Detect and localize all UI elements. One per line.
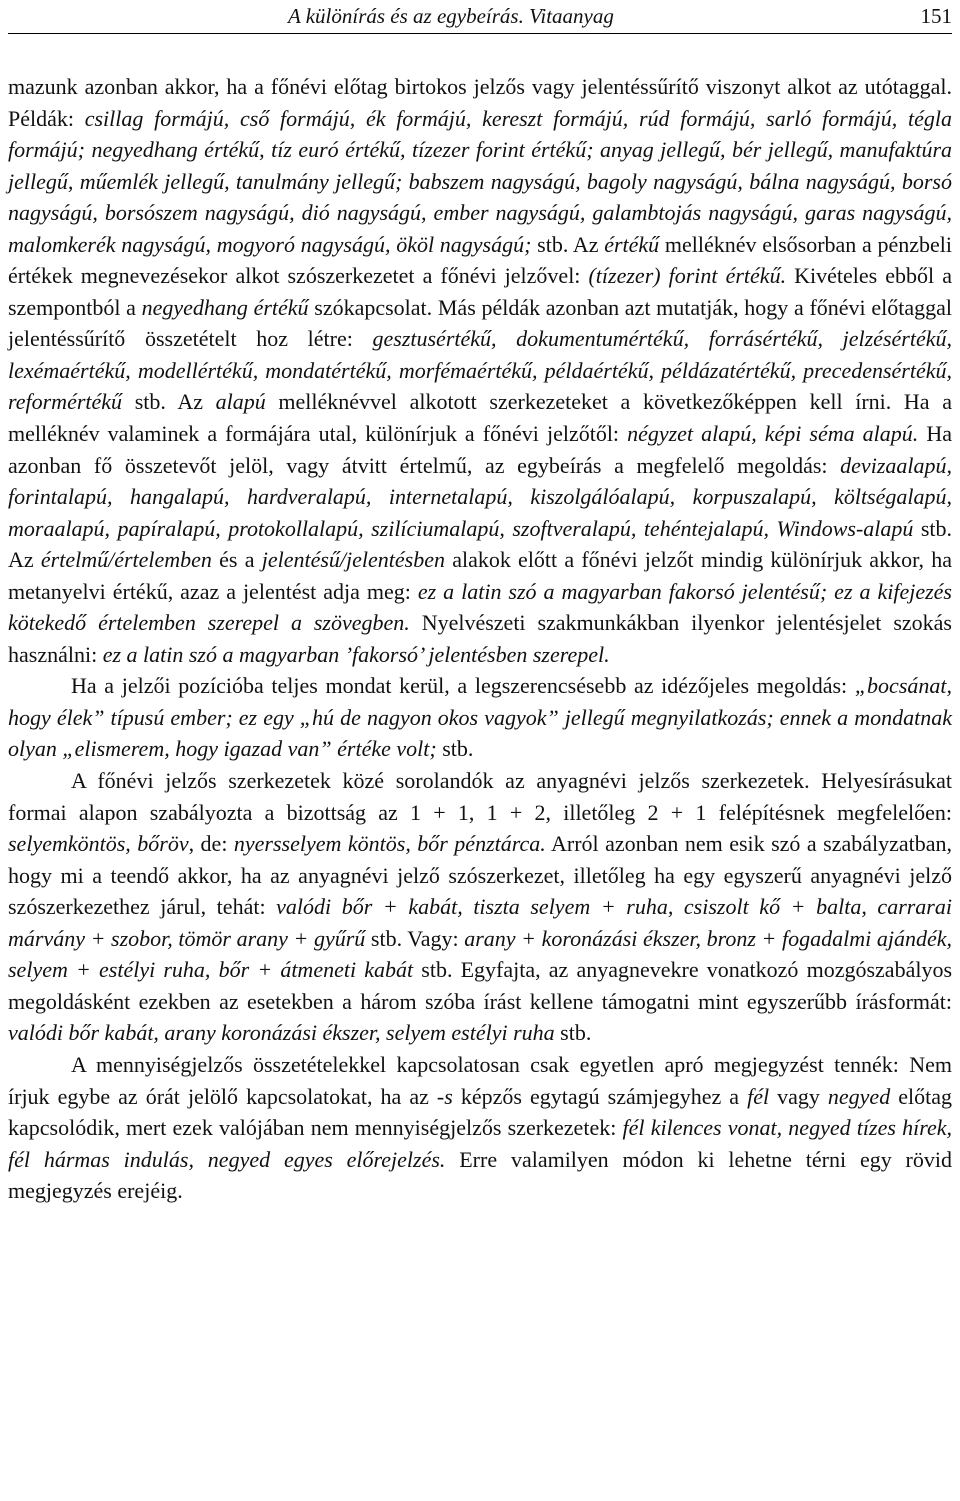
italic-run: selyemköntös, bőröv xyxy=(8,831,189,857)
italic-run: valódi bőr kabát, arany koronázási ékszer, selyem estélyi ruha xyxy=(8,1020,555,1046)
text-run: stb. Az xyxy=(122,389,216,415)
text-run: Kivételes ebből a szempontból a xyxy=(8,263,952,320)
text-run: mazunk azonban akkor, ha a főnévi előtag birtokos jelzős vagy jelentéssűrítő viszonyt alkot az utótaggal. Példák: xyxy=(8,74,952,131)
text-run: stb. Az xyxy=(531,231,605,257)
text-run: és a xyxy=(211,547,262,573)
text-run: Arról azonban nem esik szó a szabályzatban, hogy mi a teendő akkor, ha az anyagnévi jelző szószerkezet, illetőleg ha egy egyszerű anyagnévi jelző szószerkezethez járul, tehát: xyxy=(8,831,952,920)
italic-run: -s xyxy=(436,1083,453,1109)
text-run: melléknév elsősorban a pénzbeli értékek megnevezésekor alkot szószerkezetet a főnévi jelzővel: xyxy=(8,231,952,289)
text-run: melléknévvel alkotott szerkezeteket a következőképpen kell írni. Ha a melléknév valaminek a formájára utal, különírjuk a főnévi jelzőtől: xyxy=(8,389,952,447)
text-run: alakok előtt a főnévi jelzőt mindig különírjuk akkor, ha metanyelvi értékű, azaz a jelentést adja meg: xyxy=(8,547,953,604)
italic-run: gesztusértékű, dokumentumértékű, forrásértékű, jelzésértékű, lexémaértékű, modellértékű, mondatértékű, morfémaértékű, példaértékű, példázatértékű, precedensértékű, reformértékű xyxy=(8,326,952,415)
italic-run: ez a latin szó a magyarban fakorsó jelentésű; ez a kifejezés kötekedő értelemben szerepel a szövegben. xyxy=(8,578,952,636)
text-run: Ha azonban fő összetevőt jelöl, vagy átvitt értelmű, az egybeírás a megfelelő megoldás: xyxy=(8,421,953,478)
text-run: , de: xyxy=(188,831,234,857)
paragraph-1 xyxy=(8,71,952,670)
text-run: képzős egytagú számjegyhez a xyxy=(452,1083,748,1109)
text-run: A mennyiségjelzős összetételekkel kapcsolatosan csak egyetlen apró megjegyzést tennék: Nem írjuk egybe az órát jelölő kapcsolatokat, ha az xyxy=(8,1051,952,1109)
italic-run: alapú xyxy=(215,389,266,415)
text-run: szókapcsolat. Más példák azonban azt mutatják, hogy a főnévi előtaggal jelentéssűrítő összetételt hoz létre: xyxy=(8,294,952,352)
italic-run: értékű xyxy=(604,231,660,257)
italic-run: „bocsánat, hogy élek” típusú ember; ez egy „hú de nagyon okos vagyok” jellegű megnyilatkozás; ennek a mondatnak olyan „elismerem, hogy igazad van” értéke volt; xyxy=(8,673,952,762)
text-run: A főnévi jelzős szerkezetek közé sorolandók az anyagnévi jelzős szerkezetek. Helyesírásukat formai alapon szabályozta a bizottság az 1 + 1, 1 + 2, illetőleg 2 + 1 felépítésnek megfelelően: xyxy=(8,768,952,825)
document-page xyxy=(8,0,952,1207)
text-run: Erre valamilyen módon ki lehetne térni egy rövid megjegyzés erejéig. xyxy=(8,1146,952,1204)
italic-run: értelmű/értelemben xyxy=(40,547,212,573)
text-run: Ha a jelzői pozícióba teljes mondat kerül, a legszerencsésebb az idézőjeles megoldás: xyxy=(71,673,855,699)
italic-run: negyed xyxy=(827,1083,891,1109)
text-run: Nyelvészeti szakmunkákban ilyenkor jelentésjelet szokás használni: xyxy=(8,610,952,667)
text-run: stb. xyxy=(554,1020,592,1046)
paragraph-2 xyxy=(8,670,952,765)
italic-run: negyedhang értékű xyxy=(141,294,309,320)
paragraph-3 xyxy=(8,765,952,1049)
text-run: stb. xyxy=(436,736,474,762)
page-number: 151 xyxy=(920,4,952,28)
body-text xyxy=(8,71,952,1207)
italic-run: nyersselyem köntös, bőr pénztárca. xyxy=(233,831,546,857)
italic-run: négyzet alapú, képi séma alapú. xyxy=(627,421,919,447)
italic-run: ez a latin szó a magyarban ’fakorsó’ jelentésben szerepel. xyxy=(102,641,610,667)
text-run: stb. Vagy: xyxy=(365,925,465,951)
text-run: vagy xyxy=(769,1083,828,1109)
running-header xyxy=(8,0,952,34)
text-run: előtag kapcsolódik, mert ezek valójában nem mennyiségjelzős szerkezetek: xyxy=(8,1083,952,1141)
italic-run: fél xyxy=(747,1083,770,1109)
italic-run: arany + koronázási ékszer, bronz + fogadalmi ajándék, selyem + estélyi ruha, bőr + átmeneti kabát xyxy=(8,925,952,983)
italic-run: (tízezer) forint értékű. xyxy=(588,263,787,289)
text-run: stb. Az xyxy=(8,515,952,573)
italic-run: devizaalapú, forintalapú, hangalapú, hardveralapú, internetalapú, kiszolgálóalapú, korpuszalapú, költségalapú, moraalapú, papíralapú, protokollalapú, szilíciumalapú, szoftveralapú, tehéntejalapú, Windows-alapú xyxy=(8,452,952,541)
italic-run: fél kilences vonat, negyed tízes hírek, fél hármas indulás, negyed egyes előrejelzés. xyxy=(8,1115,952,1172)
italic-run: valódi bőr + kabát, tiszta selyem + ruha, csiszolt kő + balta, carrarai márvány + szobor, tömör arany + gyűrű xyxy=(8,894,952,951)
running-title: A különírás és az egybeírás. Vitaanyag xyxy=(288,4,614,28)
italic-run: csillag formájú, cső formájú, ék formájú, kereszt formájú, rúd formájú, sarló formájú, tégla formájú; negyedhang értékű, tíz euró értékű, tízezer forint értékű; anyag jellegű, bér jellegű, manufaktúra jellegű, műemlék jellegű, tanulmány jellegű; babszem nagyságú, bagoly nagyságú, bálna nagyságú, borsó nagyságú, borsószem nagyságú, dió nagyságú, ember nagyságú, galambtojás nagyságú, garas nagyságú, malomkerék nagyságú, mogyoró nagyságú, ököl nagyságú; xyxy=(8,105,952,257)
italic-run: jelentésű/jelentésben xyxy=(261,547,445,573)
text-run: stb. Egyfajta, az anyagnevekre vonatkozó mozgószabályos megoldásként ezekben az esetekben a három szóba írást kellene támogatni mint egyszerűbb írásformát: xyxy=(8,957,953,1014)
paragraph-4 xyxy=(8,1049,952,1207)
